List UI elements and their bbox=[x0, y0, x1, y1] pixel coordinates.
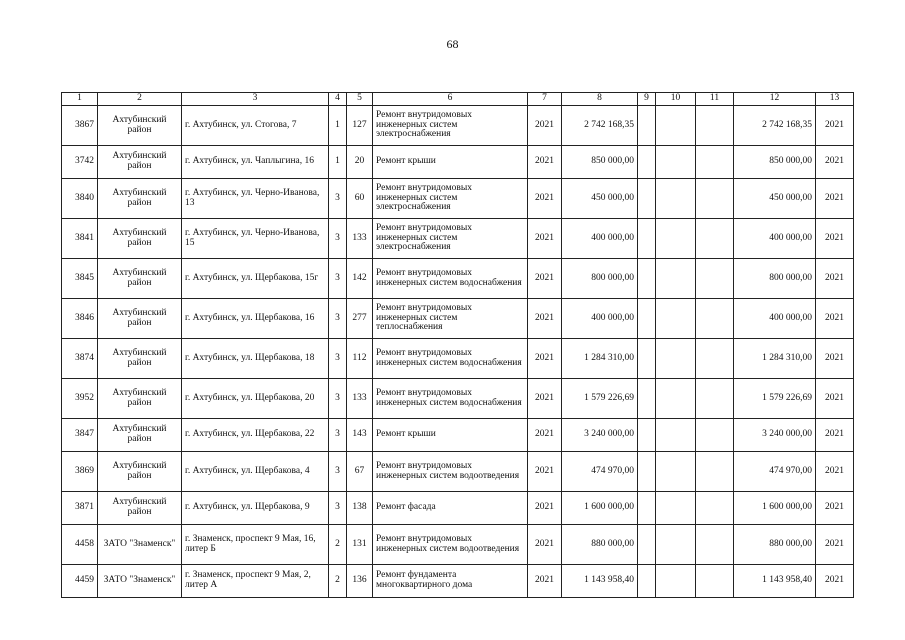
column-5-cell: 138 bbox=[347, 492, 373, 525]
year-cell: 2021 bbox=[528, 179, 562, 219]
page-number: 68 bbox=[446, 37, 459, 51]
column-9-cell bbox=[638, 299, 656, 339]
total-cell: 400 000,00 bbox=[734, 299, 816, 339]
column-header: 11 bbox=[696, 93, 734, 106]
column-9-cell bbox=[638, 492, 656, 525]
table-row bbox=[62, 379, 854, 419]
table-row bbox=[62, 419, 854, 452]
year-cell: 2021 bbox=[528, 419, 562, 452]
total-cell: 1 284 310,00 bbox=[734, 339, 816, 379]
column-9-cell bbox=[638, 452, 656, 492]
end-year-cell: 2021 bbox=[816, 452, 854, 492]
year-cell: 2021 bbox=[528, 492, 562, 525]
district-cell: Ахтубинский район bbox=[98, 452, 182, 492]
column-9-cell bbox=[638, 179, 656, 219]
cost-cell: 400 000,00 bbox=[562, 299, 638, 339]
end-year-cell: 2021 bbox=[816, 339, 854, 379]
table-row bbox=[62, 452, 854, 492]
column-9-cell bbox=[638, 525, 656, 565]
column-header: 9 bbox=[638, 93, 656, 106]
end-year-cell: 2021 bbox=[816, 565, 854, 598]
cost-cell: 1 143 958,40 bbox=[562, 565, 638, 598]
address-cell: г. Ахтубинск, ул. Черно-Иванова, 13 bbox=[182, 179, 329, 219]
column-header: 8 bbox=[562, 93, 638, 106]
total-cell: 3 240 000,00 bbox=[734, 419, 816, 452]
column-11-cell bbox=[696, 525, 734, 565]
cost-cell: 1 600 000,00 bbox=[562, 492, 638, 525]
work-type-cell: Ремонт внутридомовых инженерных систем электроснабжения bbox=[373, 219, 528, 259]
column-header: 2 bbox=[98, 93, 182, 106]
column-4-cell: 1 bbox=[329, 146, 347, 179]
district-cell: Ахтубинский район bbox=[98, 379, 182, 419]
row-id: 4459 bbox=[62, 565, 98, 598]
end-year-cell: 2021 bbox=[816, 106, 854, 146]
total-cell: 850 000,00 bbox=[734, 146, 816, 179]
column-11-cell bbox=[696, 452, 734, 492]
year-cell: 2021 bbox=[528, 379, 562, 419]
table-row bbox=[62, 259, 854, 299]
table-row bbox=[62, 339, 854, 379]
year-cell: 2021 bbox=[528, 339, 562, 379]
column-number-header-row bbox=[62, 93, 854, 106]
column-4-cell: 3 bbox=[329, 219, 347, 259]
column-4-cell: 1 bbox=[329, 106, 347, 146]
work-type-cell: Ремонт внутридомовых инженерных систем водоотведения bbox=[373, 525, 528, 565]
row-id: 3841 bbox=[62, 219, 98, 259]
column-11-cell bbox=[696, 219, 734, 259]
row-id: 3952 bbox=[62, 379, 98, 419]
column-header: 1 bbox=[62, 93, 98, 106]
cost-cell: 1 284 310,00 bbox=[562, 339, 638, 379]
column-4-cell: 2 bbox=[329, 565, 347, 598]
column-11-cell bbox=[696, 299, 734, 339]
column-11-cell bbox=[696, 379, 734, 419]
district-cell: Ахтубинский район bbox=[98, 179, 182, 219]
table-row bbox=[62, 492, 854, 525]
district-cell: Ахтубинский район bbox=[98, 492, 182, 525]
column-header: 5 bbox=[347, 93, 373, 106]
column-11-cell bbox=[696, 179, 734, 219]
total-cell: 1 579 226,69 bbox=[734, 379, 816, 419]
end-year-cell: 2021 bbox=[816, 259, 854, 299]
column-5-cell: 133 bbox=[347, 379, 373, 419]
district-cell: Ахтубинский район bbox=[98, 219, 182, 259]
column-11-cell bbox=[696, 492, 734, 525]
work-type-cell: Ремонт внутридомовых инженерных систем водоснабжения bbox=[373, 259, 528, 299]
work-type-cell: Ремонт внутридомовых инженерных систем теплоснабжения bbox=[373, 299, 528, 339]
column-9-cell bbox=[638, 146, 656, 179]
year-cell: 2021 bbox=[528, 259, 562, 299]
end-year-cell: 2021 bbox=[816, 419, 854, 452]
work-type-cell: Ремонт фундамента многоквартирного дома bbox=[373, 565, 528, 598]
year-cell: 2021 bbox=[528, 525, 562, 565]
work-type-cell: Ремонт крыши bbox=[373, 146, 528, 179]
district-cell: Ахтубинский район bbox=[98, 339, 182, 379]
column-header: 10 bbox=[656, 93, 696, 106]
total-cell: 1 600 000,00 bbox=[734, 492, 816, 525]
address-cell: г. Знаменск, проспект 9 Мая, 2, литер А bbox=[182, 565, 329, 598]
table-row bbox=[62, 219, 854, 259]
column-5-cell: 20 bbox=[347, 146, 373, 179]
address-cell: г. Ахтубинск, ул. Щербакова, 4 bbox=[182, 452, 329, 492]
end-year-cell: 2021 bbox=[816, 379, 854, 419]
work-type-cell: Ремонт крыши bbox=[373, 419, 528, 452]
column-header: 6 bbox=[373, 93, 528, 106]
column-10-cell bbox=[656, 565, 696, 598]
total-cell: 1 143 958,40 bbox=[734, 565, 816, 598]
row-id: 3846 bbox=[62, 299, 98, 339]
table-row bbox=[62, 106, 854, 146]
district-cell: Ахтубинский район bbox=[98, 106, 182, 146]
column-5-cell: 67 bbox=[347, 452, 373, 492]
column-10-cell bbox=[656, 259, 696, 299]
row-id: 3874 bbox=[62, 339, 98, 379]
column-header: 4 bbox=[329, 93, 347, 106]
district-cell: ЗАТО "Знаменск" bbox=[98, 525, 182, 565]
end-year-cell: 2021 bbox=[816, 525, 854, 565]
column-4-cell: 2 bbox=[329, 525, 347, 565]
total-cell: 2 742 168,35 bbox=[734, 106, 816, 146]
column-header: 12 bbox=[734, 93, 816, 106]
column-10-cell bbox=[656, 525, 696, 565]
address-cell: г. Ахтубинск, ул. Щербакова, 18 bbox=[182, 339, 329, 379]
work-type-cell: Ремонт внутридомовых инженерных систем электроснабжения bbox=[373, 106, 528, 146]
repair-program-table bbox=[61, 92, 854, 598]
table-row bbox=[62, 299, 854, 339]
column-10-cell bbox=[656, 379, 696, 419]
total-cell: 450 000,00 bbox=[734, 179, 816, 219]
column-10-cell bbox=[656, 419, 696, 452]
cost-cell: 850 000,00 bbox=[562, 146, 638, 179]
district-cell: Ахтубинский район bbox=[98, 419, 182, 452]
cost-cell: 3 240 000,00 bbox=[562, 419, 638, 452]
cost-cell: 450 000,00 bbox=[562, 179, 638, 219]
year-cell: 2021 bbox=[528, 299, 562, 339]
cost-cell: 880 000,00 bbox=[562, 525, 638, 565]
column-9-cell bbox=[638, 106, 656, 146]
total-cell: 400 000,00 bbox=[734, 219, 816, 259]
column-9-cell bbox=[638, 259, 656, 299]
row-id: 3840 bbox=[62, 179, 98, 219]
address-cell: г. Ахтубинск, ул. Щербакова, 9 bbox=[182, 492, 329, 525]
column-5-cell: 131 bbox=[347, 525, 373, 565]
column-header: 13 bbox=[816, 93, 854, 106]
cost-cell: 800 000,00 bbox=[562, 259, 638, 299]
column-10-cell bbox=[656, 452, 696, 492]
column-5-cell: 277 bbox=[347, 299, 373, 339]
column-10-cell bbox=[656, 492, 696, 525]
column-10-cell bbox=[656, 339, 696, 379]
cost-cell: 400 000,00 bbox=[562, 219, 638, 259]
column-11-cell bbox=[696, 419, 734, 452]
column-10-cell bbox=[656, 299, 696, 339]
column-9-cell bbox=[638, 565, 656, 598]
column-4-cell: 3 bbox=[329, 379, 347, 419]
column-4-cell: 3 bbox=[329, 259, 347, 299]
row-id: 4458 bbox=[62, 525, 98, 565]
column-5-cell: 143 bbox=[347, 419, 373, 452]
row-id: 3847 bbox=[62, 419, 98, 452]
row-id: 3742 bbox=[62, 146, 98, 179]
cost-cell: 1 579 226,69 bbox=[562, 379, 638, 419]
column-9-cell bbox=[638, 219, 656, 259]
column-10-cell bbox=[656, 179, 696, 219]
cost-cell: 474 970,00 bbox=[562, 452, 638, 492]
work-type-cell: Ремонт внутридомовых инженерных систем водоснабжения bbox=[373, 379, 528, 419]
row-id: 3871 bbox=[62, 492, 98, 525]
column-10-cell bbox=[656, 106, 696, 146]
district-cell: Ахтубинский район bbox=[98, 299, 182, 339]
end-year-cell: 2021 bbox=[816, 492, 854, 525]
column-header: 7 bbox=[528, 93, 562, 106]
table-row bbox=[62, 565, 854, 598]
column-5-cell: 136 bbox=[347, 565, 373, 598]
year-cell: 2021 bbox=[528, 565, 562, 598]
column-4-cell: 3 bbox=[329, 299, 347, 339]
work-type-cell: Ремонт фасада bbox=[373, 492, 528, 525]
column-4-cell: 3 bbox=[329, 492, 347, 525]
column-header: 3 bbox=[182, 93, 329, 106]
column-9-cell bbox=[638, 339, 656, 379]
row-id: 3845 bbox=[62, 259, 98, 299]
column-11-cell bbox=[696, 106, 734, 146]
column-10-cell bbox=[656, 219, 696, 259]
column-5-cell: 133 bbox=[347, 219, 373, 259]
work-type-cell: Ремонт внутридомовых инженерных систем водоотведения bbox=[373, 452, 528, 492]
total-cell: 474 970,00 bbox=[734, 452, 816, 492]
address-cell: г. Ахтубинск, ул. Черно-Иванова, 15 bbox=[182, 219, 329, 259]
address-cell: г. Ахтубинск, ул. Щербакова, 16 bbox=[182, 299, 329, 339]
district-cell: Ахтубинский район bbox=[98, 259, 182, 299]
table-row bbox=[62, 525, 854, 565]
end-year-cell: 2021 bbox=[816, 299, 854, 339]
column-5-cell: 142 bbox=[347, 259, 373, 299]
end-year-cell: 2021 bbox=[816, 179, 854, 219]
column-4-cell: 3 bbox=[329, 179, 347, 219]
column-9-cell bbox=[638, 419, 656, 452]
work-type-cell: Ремонт внутридомовых инженерных систем водоснабжения bbox=[373, 339, 528, 379]
address-cell: г. Ахтубинск, ул. Стогова, 7 bbox=[182, 106, 329, 146]
district-cell: Ахтубинский район bbox=[98, 146, 182, 179]
row-id: 3867 bbox=[62, 106, 98, 146]
end-year-cell: 2021 bbox=[816, 219, 854, 259]
column-11-cell bbox=[696, 565, 734, 598]
column-11-cell bbox=[696, 146, 734, 179]
cost-cell: 2 742 168,35 bbox=[562, 106, 638, 146]
work-type-cell: Ремонт внутридомовых инженерных систем электроснабжения bbox=[373, 179, 528, 219]
end-year-cell: 2021 bbox=[816, 146, 854, 179]
year-cell: 2021 bbox=[528, 219, 562, 259]
address-cell: г. Ахтубинск, ул. Чаплыгина, 16 bbox=[182, 146, 329, 179]
year-cell: 2021 bbox=[528, 106, 562, 146]
column-11-cell bbox=[696, 339, 734, 379]
column-5-cell: 60 bbox=[347, 179, 373, 219]
table-row bbox=[62, 146, 854, 179]
table-row bbox=[62, 179, 854, 219]
column-4-cell: 3 bbox=[329, 339, 347, 379]
column-5-cell: 112 bbox=[347, 339, 373, 379]
district-cell: ЗАТО "Знаменск" bbox=[98, 565, 182, 598]
address-cell: г. Ахтубинск, ул. Щербакова, 20 bbox=[182, 379, 329, 419]
column-5-cell: 127 bbox=[347, 106, 373, 146]
address-cell: г. Ахтубинск, ул. Щербакова, 15г bbox=[182, 259, 329, 299]
address-cell: г. Знаменск, проспект 9 Мая, 16, литер Б bbox=[182, 525, 329, 565]
column-10-cell bbox=[656, 146, 696, 179]
year-cell: 2021 bbox=[528, 452, 562, 492]
column-4-cell: 3 bbox=[329, 419, 347, 452]
column-9-cell bbox=[638, 379, 656, 419]
column-4-cell: 3 bbox=[329, 452, 347, 492]
total-cell: 880 000,00 bbox=[734, 525, 816, 565]
column-11-cell bbox=[696, 259, 734, 299]
row-id: 3869 bbox=[62, 452, 98, 492]
year-cell: 2021 bbox=[528, 146, 562, 179]
total-cell: 800 000,00 bbox=[734, 259, 816, 299]
address-cell: г. Ахтубинск, ул. Щербакова, 22 bbox=[182, 419, 329, 452]
